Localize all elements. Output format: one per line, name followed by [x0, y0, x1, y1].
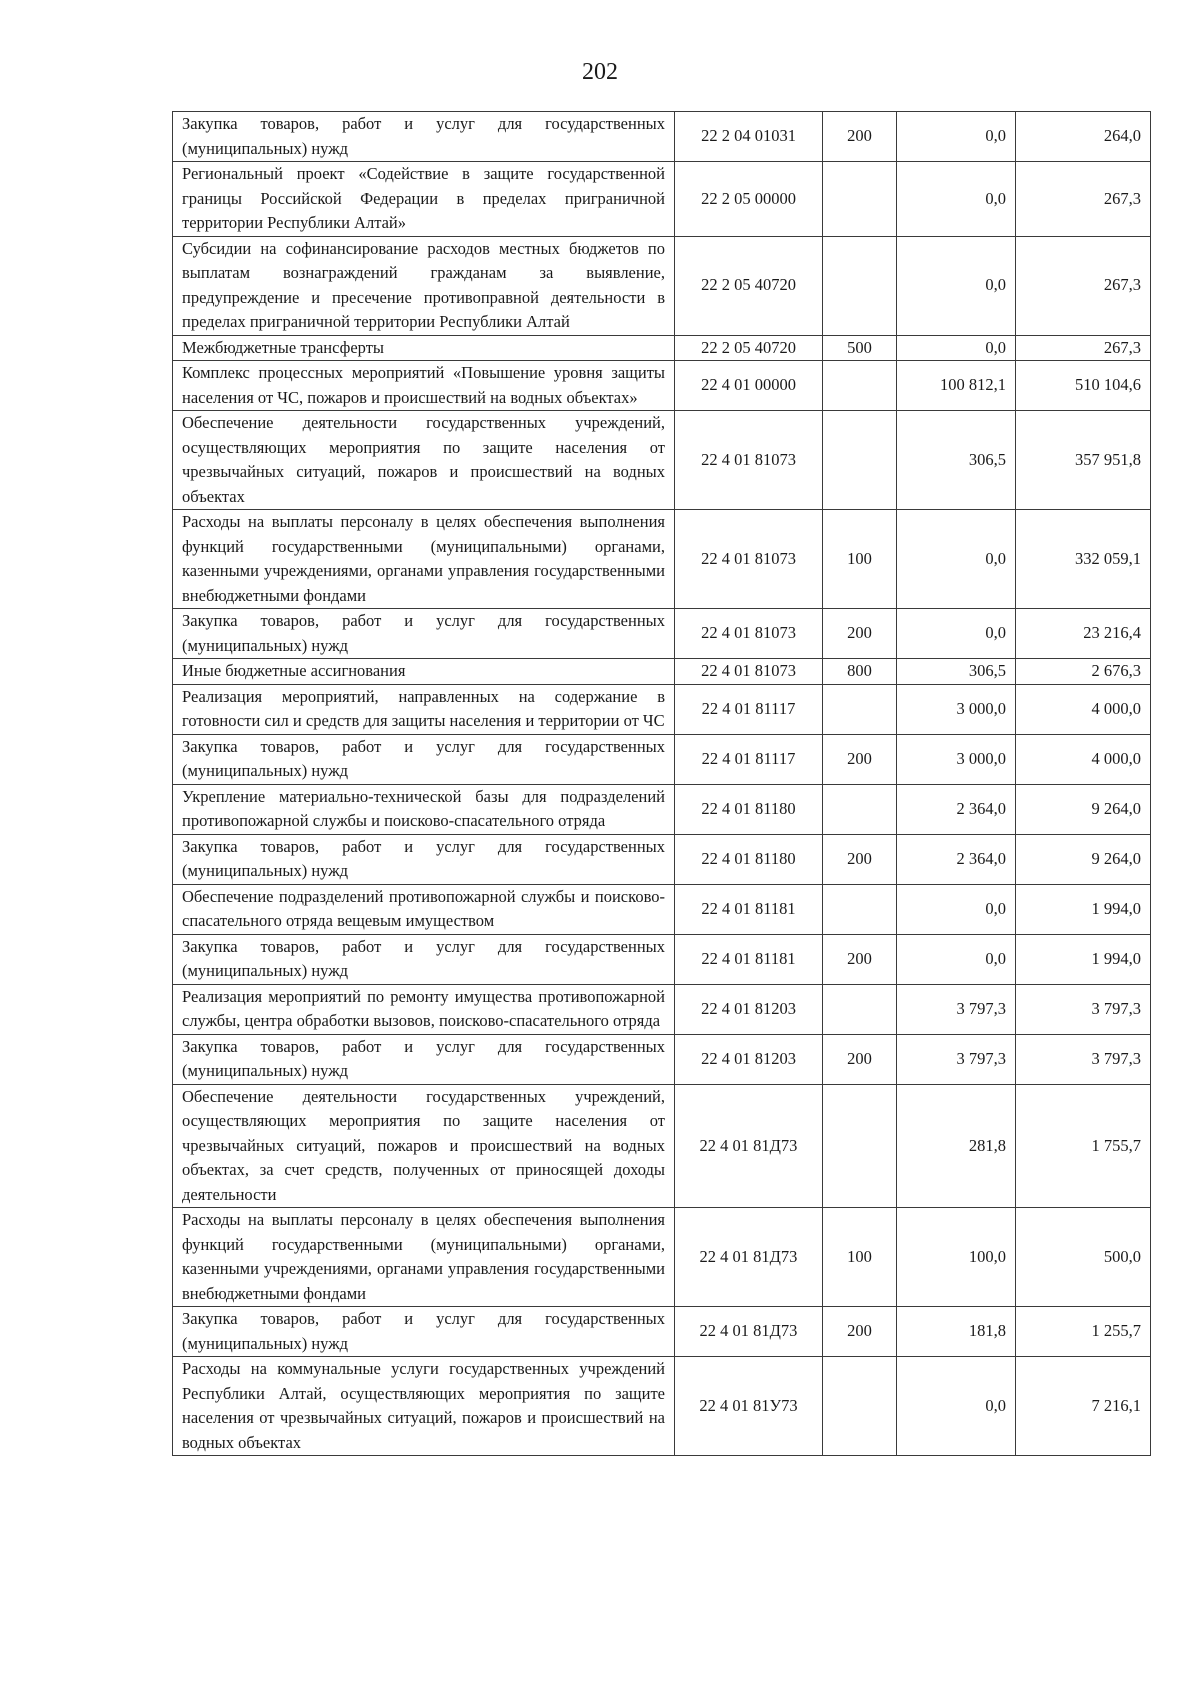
budget-table	[172, 111, 1151, 1456]
expense-type-cell	[823, 1084, 897, 1208]
expense-name-cell: Закупка товаров, работ и услуг для государственных (муниципальных) нужд	[173, 734, 675, 784]
table-row	[173, 361, 1151, 411]
expense-name-cell: Обеспечение деятельности государственных учреждений, осуществляющих мероприятия по защите населения от чрезвычайных ситуаций, пожаров и происшествий на водных объектах	[173, 411, 675, 510]
table-row	[173, 609, 1151, 659]
target-code-cell: 22 4 01 81073	[675, 659, 823, 685]
table-row	[173, 162, 1151, 237]
amount-second-cell: 4 000,0	[1016, 734, 1151, 784]
amount-second-cell: 3 797,3	[1016, 1034, 1151, 1084]
amount-first-cell: 3 000,0	[897, 684, 1016, 734]
target-code-cell: 22 2 04 01031	[675, 112, 823, 162]
table-row	[173, 734, 1151, 784]
expense-type-cell: 200	[823, 934, 897, 984]
expense-name-cell: Закупка товаров, работ и услуг для государственных (муниципальных) нужд	[173, 1034, 675, 1084]
expense-type-cell: 200	[823, 112, 897, 162]
amount-first-cell: 0,0	[897, 236, 1016, 335]
amount-first-cell: 3 797,3	[897, 984, 1016, 1034]
amount-second-cell: 9 264,0	[1016, 834, 1151, 884]
expense-type-cell: 100	[823, 1208, 897, 1307]
table-row	[173, 684, 1151, 734]
target-code-cell: 22 4 01 81117	[675, 734, 823, 784]
amount-first-cell: 3 000,0	[897, 734, 1016, 784]
target-code-cell: 22 2 05 40720	[675, 236, 823, 335]
expense-name-cell: Расходы на выплаты персоналу в целях обеспечения выполнения функций государственными (муниципальными) органами, казенными учреждениями, органами управления государственными внебюджетными фондами	[173, 1208, 675, 1307]
amount-second-cell: 332 059,1	[1016, 510, 1151, 609]
amount-second-cell: 1 994,0	[1016, 934, 1151, 984]
amount-second-cell: 7 216,1	[1016, 1357, 1151, 1456]
amount-first-cell: 0,0	[897, 609, 1016, 659]
table-row	[173, 411, 1151, 510]
expense-name-cell: Закупка товаров, работ и услуг для государственных (муниципальных) нужд	[173, 1307, 675, 1357]
target-code-cell: 22 4 01 81Д73	[675, 1208, 823, 1307]
amount-second-cell: 4 000,0	[1016, 684, 1151, 734]
amount-first-cell: 0,0	[897, 162, 1016, 237]
amount-second-cell: 267,3	[1016, 335, 1151, 361]
table-row	[173, 510, 1151, 609]
target-code-cell: 22 4 01 81У73	[675, 1357, 823, 1456]
target-code-cell: 22 4 01 00000	[675, 361, 823, 411]
expense-type-cell	[823, 884, 897, 934]
expense-type-cell: 200	[823, 1307, 897, 1357]
amount-first-cell: 0,0	[897, 934, 1016, 984]
expense-name-cell: Реализация мероприятий по ремонту имущества противопожарной службы, центра обработки вызовов, поисково-спасательного отряда	[173, 984, 675, 1034]
table-row	[173, 984, 1151, 1034]
budget-table-body	[173, 112, 1151, 1456]
expense-type-cell	[823, 1357, 897, 1456]
expense-name-cell: Иные бюджетные ассигнования	[173, 659, 675, 685]
expense-type-cell: 200	[823, 1034, 897, 1084]
amount-first-cell: 3 797,3	[897, 1034, 1016, 1084]
expense-type-cell	[823, 162, 897, 237]
amount-first-cell: 181,8	[897, 1307, 1016, 1357]
amount-first-cell: 2 364,0	[897, 784, 1016, 834]
expense-name-cell: Региональный проект «Содействие в защите государственной границы Российской Федерации в пределах приграничной территории Республики Алтай»	[173, 162, 675, 237]
expense-type-cell: 100	[823, 510, 897, 609]
expense-type-cell	[823, 361, 897, 411]
amount-second-cell: 510 104,6	[1016, 361, 1151, 411]
table-row	[173, 1307, 1151, 1357]
expense-type-cell: 200	[823, 609, 897, 659]
target-code-cell: 22 4 01 81180	[675, 784, 823, 834]
expense-type-cell: 200	[823, 734, 897, 784]
expense-name-cell: Закупка товаров, работ и услуг для государственных (муниципальных) нужд	[173, 609, 675, 659]
amount-first-cell: 306,5	[897, 659, 1016, 685]
amount-first-cell: 281,8	[897, 1084, 1016, 1208]
expense-type-cell: 500	[823, 335, 897, 361]
amount-first-cell: 0,0	[897, 884, 1016, 934]
expense-name-cell: Закупка товаров, работ и услуг для государственных (муниципальных) нужд	[173, 934, 675, 984]
amount-second-cell: 23 216,4	[1016, 609, 1151, 659]
expense-name-cell: Межбюджетные трансферты	[173, 335, 675, 361]
table-row	[173, 1208, 1151, 1307]
amount-first-cell: 100 812,1	[897, 361, 1016, 411]
target-code-cell: 22 4 01 81Д73	[675, 1084, 823, 1208]
expense-name-cell: Расходы на выплаты персоналу в целях обеспечения выполнения функций государственными (муниципальными) органами, казенными учреждениями, органами управления государственными внебюджетными фондами	[173, 510, 675, 609]
target-code-cell: 22 4 01 81117	[675, 684, 823, 734]
table-row	[173, 335, 1151, 361]
amount-first-cell: 2 364,0	[897, 834, 1016, 884]
amount-first-cell: 100,0	[897, 1208, 1016, 1307]
page-number: 202	[582, 59, 618, 85]
target-code-cell: 22 4 01 81181	[675, 884, 823, 934]
expense-type-cell	[823, 784, 897, 834]
amount-second-cell: 264,0	[1016, 112, 1151, 162]
amount-first-cell: 0,0	[897, 510, 1016, 609]
table-row	[173, 784, 1151, 834]
expense-name-cell: Расходы на коммунальные услуги государственных учреждений Республики Алтай, осуществляющих мероприятия по защите населения от чрезвычайных ситуаций, пожаров и происшествий на водных объектах	[173, 1357, 675, 1456]
expense-type-cell	[823, 684, 897, 734]
target-code-cell: 22 4 01 81180	[675, 834, 823, 884]
target-code-cell: 22 4 01 81181	[675, 934, 823, 984]
expense-type-cell: 200	[823, 834, 897, 884]
amount-first-cell: 0,0	[897, 112, 1016, 162]
table-row	[173, 112, 1151, 162]
amount-second-cell: 3 797,3	[1016, 984, 1151, 1034]
table-row	[173, 1084, 1151, 1208]
expense-name-cell: Укрепление материально-технической базы для подразделений противопожарной службы и поисково-спасательного отряда	[173, 784, 675, 834]
amount-second-cell: 2 676,3	[1016, 659, 1151, 685]
amount-second-cell: 1 755,7	[1016, 1084, 1151, 1208]
expense-name-cell: Реализация мероприятий, направленных на содержание в готовности сил и средств для защиты населения и территории от ЧС	[173, 684, 675, 734]
target-code-cell: 22 4 01 81203	[675, 984, 823, 1034]
table-row	[173, 834, 1151, 884]
target-code-cell: 22 2 05 00000	[675, 162, 823, 237]
expense-type-cell: 800	[823, 659, 897, 685]
table-row	[173, 1034, 1151, 1084]
target-code-cell: 22 4 01 81Д73	[675, 1307, 823, 1357]
expense-type-cell	[823, 411, 897, 510]
amount-first-cell: 306,5	[897, 411, 1016, 510]
target-code-cell: 22 4 01 81203	[675, 1034, 823, 1084]
amount-first-cell: 0,0	[897, 335, 1016, 361]
target-code-cell: 22 2 05 40720	[675, 335, 823, 361]
table-row	[173, 934, 1151, 984]
amount-first-cell: 0,0	[897, 1357, 1016, 1456]
target-code-cell: 22 4 01 81073	[675, 510, 823, 609]
amount-second-cell: 1 255,7	[1016, 1307, 1151, 1357]
amount-second-cell: 267,3	[1016, 162, 1151, 237]
expense-name-cell: Комплекс процессных мероприятий «Повышение уровня защиты населения от ЧС, пожаров и происшествий на водных объектах»	[173, 361, 675, 411]
expense-name-cell: Субсидии на софинансирование расходов местных бюджетов по выплатам вознаграждений гражданам за выявление, предупреждение и пресечение противоправной деятельности в пределах приграничной территории Республики Алтай	[173, 236, 675, 335]
expense-name-cell: Обеспечение подразделений противопожарной службы и поисково-спасательного отряда вещевым имуществом	[173, 884, 675, 934]
amount-second-cell: 500,0	[1016, 1208, 1151, 1307]
expense-type-cell	[823, 236, 897, 335]
expense-name-cell: Закупка товаров, работ и услуг для государственных (муниципальных) нужд	[173, 834, 675, 884]
amount-second-cell: 357 951,8	[1016, 411, 1151, 510]
table-row	[173, 884, 1151, 934]
amount-second-cell: 9 264,0	[1016, 784, 1151, 834]
expense-name-cell: Обеспечение деятельности государственных учреждений, осуществляющих мероприятия по защите населения от чрезвычайных ситуаций, пожаров и происшествий на водных объектах, за счет средств, полученных от приносящей доходы деятельности	[173, 1084, 675, 1208]
table-row	[173, 659, 1151, 685]
amount-second-cell: 267,3	[1016, 236, 1151, 335]
amount-second-cell: 1 994,0	[1016, 884, 1151, 934]
target-code-cell: 22 4 01 81073	[675, 609, 823, 659]
target-code-cell: 22 4 01 81073	[675, 411, 823, 510]
table-row	[173, 236, 1151, 335]
table-row	[173, 1357, 1151, 1456]
expense-name-cell: Закупка товаров, работ и услуг для государственных (муниципальных) нужд	[173, 112, 675, 162]
expense-type-cell	[823, 984, 897, 1034]
